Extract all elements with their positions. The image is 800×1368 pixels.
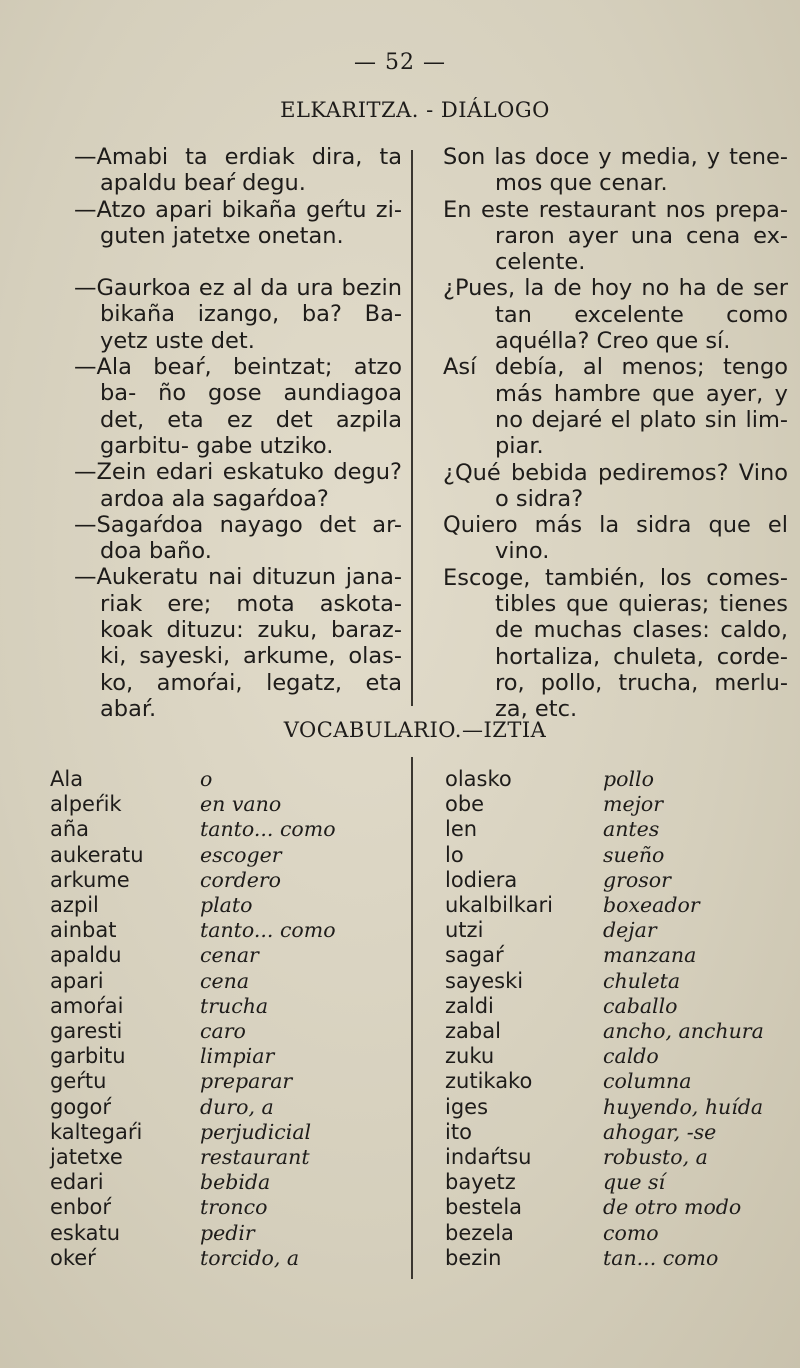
basque-term: geŕtu — [50, 1069, 107, 1094]
vocabulary-row — [50, 1095, 336, 1120]
dialog-line: Escoge, también, los comes- tibles que quieras; tienes de muchas clases: caldo, hortaliza, chuleta, corde- ro, pollo, trucha, merlu- za, etc. — [443, 564, 788, 723]
dialog-line: —Sagaŕdoa nayago det ar- doa baño. — [74, 511, 402, 565]
dialog-line: —Gaurkoa ez al da ura bezin bikaña izango, ba? Ba- yetz uste det. — [74, 275, 402, 354]
spanish-translation: restaurant — [200, 1145, 310, 1170]
basque-term: lodiera — [445, 867, 518, 892]
vocabulary-divider — [411, 757, 413, 1279]
basque-term: apari — [50, 968, 104, 993]
vocabulary-row — [445, 943, 764, 968]
vocabulary-row — [50, 792, 336, 817]
spanish-translation: de otro modo — [603, 1195, 742, 1220]
spanish-translation: mejor — [603, 792, 664, 817]
spanish-translation: sueño — [603, 842, 665, 867]
basque-term: bezin — [445, 1245, 502, 1270]
spanish-translation: boxeador — [603, 893, 700, 918]
spanish-translation: limpiar — [200, 1044, 275, 1069]
vocabulary-row — [445, 1195, 764, 1220]
basque-term: aukeratu — [50, 842, 144, 867]
dialog-line: En este restaurant nos prepa- raron ayer una cena ex- celente. — [443, 196, 788, 276]
vocabulary-row — [445, 1019, 764, 1044]
spanish-translation: bebida — [200, 1170, 271, 1195]
dialog-line: —Ala beaŕ, beintzat; atzo ba- ño gose aundiagoa det, eta ez det azpila garbitu- gabe utziko. — [74, 354, 402, 459]
basque-term: obe — [445, 792, 485, 817]
spanish-translation: ahogar, -se — [603, 1119, 717, 1144]
basque-term: ainbat — [50, 918, 117, 943]
spanish-translation: grosor — [603, 867, 671, 892]
vocabulary-row — [50, 1069, 336, 1094]
dialog-line: ¿Qué bebida pediremos? Vino o sidra? — [443, 459, 788, 512]
spanish-translation: antes — [603, 817, 660, 842]
vocabulary-row — [445, 893, 764, 918]
vocabulary-row — [50, 868, 336, 893]
spanish-translation: tan... como — [603, 1245, 719, 1270]
page-number: — 52 — — [354, 50, 446, 75]
basque-term: okeŕ — [50, 1245, 96, 1270]
spanish-translation: torcido, a — [200, 1245, 300, 1270]
spanish-translation: cenar — [200, 943, 259, 968]
vocabulary-row — [50, 1145, 336, 1170]
vocabulary-row — [445, 843, 764, 868]
spanish-translation: o — [200, 767, 213, 791]
basque-term: gogoŕ — [50, 1094, 111, 1119]
spanish-translation: preparar — [200, 1069, 293, 1094]
basque-term: len — [445, 817, 478, 842]
basque-term: indaŕtsu — [445, 1145, 532, 1170]
vocabulary-row — [50, 1170, 336, 1195]
spanish-translation: tanto... como — [200, 918, 336, 943]
vocabulary-row — [445, 1044, 764, 1069]
basque-term: ito — [445, 1119, 472, 1144]
basque-term: garesti — [50, 1019, 123, 1044]
vocabulary-row — [445, 918, 764, 943]
dialog-line: Así debía, al menos; tengo más hambre que ayer, y no dejaré el plato sin lim- piar. — [443, 354, 788, 460]
vocabulary-row — [50, 1044, 336, 1069]
basque-term: eskatu — [50, 1220, 121, 1245]
spanish-translation: en vano — [200, 792, 282, 817]
dialog-line: ¿Pues, la de hoy no ha de ser tan excelente como aquélla? Creo que sí. — [443, 275, 788, 355]
basque-term: utzi — [445, 918, 484, 943]
spanish-translation: como — [603, 1220, 659, 1245]
vocabulary-row — [445, 1145, 764, 1170]
spanish-translation: caballo — [603, 993, 678, 1018]
spanish-translation: caldo — [603, 1044, 659, 1069]
vocabulary-row — [50, 1221, 336, 1246]
spanish-translation: pedir — [200, 1220, 255, 1245]
basque-term: sayeski — [445, 968, 524, 993]
vocabulary-row — [445, 1170, 764, 1195]
basque-term: aña — [50, 817, 90, 842]
basque-term: iges — [445, 1094, 489, 1119]
spanish-translation: pollo — [603, 767, 654, 791]
vocabulary-row — [445, 1120, 764, 1145]
basque-term: zabal — [445, 1019, 501, 1044]
spanish-translation: dejar — [603, 918, 657, 943]
vocabulary-row — [445, 1069, 764, 1094]
dialog-line: —Aukeratu nai dituzun jana- riak ere; mota askota- koak dituzu: zuku, baraz- ki, sayeski, arkume, olas- ko, amoŕai, legatz, eta abaŕ. — [74, 564, 402, 722]
basque-term: arkume — [50, 867, 130, 892]
vocabulary-row — [445, 1246, 764, 1271]
basque-term: bestela — [445, 1195, 523, 1220]
basque-term: ukalbilkari — [445, 893, 553, 918]
dialog-spanish-column — [443, 144, 788, 723]
basque-term: bayetz — [445, 1170, 516, 1195]
vocabulary-row — [50, 918, 336, 943]
spanish-translation: columna — [603, 1069, 692, 1094]
basque-term: jatetxe — [50, 1145, 123, 1170]
spanish-translation: huyendo, huída — [603, 1094, 764, 1119]
dialog-line: Son las doce y media, y tene- mos que cenar. — [443, 144, 788, 197]
basque-term: zutikako — [445, 1069, 533, 1094]
dialog-title: ELKARITZA. - DIÁLOGO — [280, 98, 550, 122]
vocabulary-left-list — [50, 767, 336, 1271]
vocabulary-right-list — [445, 767, 764, 1271]
spanish-translation: tanto... como — [200, 817, 336, 842]
column-divider — [411, 150, 413, 706]
basque-term: sagaŕ — [445, 943, 504, 968]
basque-term: apaldu — [50, 943, 122, 968]
vocabulary-row — [50, 893, 336, 918]
basque-term: enboŕ — [50, 1195, 112, 1220]
spanish-translation: cena — [200, 968, 250, 993]
dialog-line: Quiero más la sidra que el vino. — [443, 512, 788, 565]
vocabulary-row — [50, 1246, 336, 1271]
basque-term: bezela — [445, 1220, 514, 1245]
vocabulary-title: VOCABULARIO.—IZTIA — [283, 718, 547, 742]
spanish-translation: robusto, a — [603, 1145, 708, 1170]
dialog-line: —Zein edari eskatuko degu? ardoa ala sagaŕdoa? — [74, 459, 402, 512]
basque-term: edari — [50, 1170, 104, 1195]
dialog-line: —Atzo apari bikaña geŕtu zi- guten jatetxe onetan. — [74, 196, 402, 249]
basque-term: garbitu — [50, 1044, 126, 1069]
spanish-translation: ancho, anchura — [603, 1019, 764, 1044]
vocabulary-row — [50, 1120, 336, 1145]
basque-term: Ala — [50, 767, 84, 791]
spanish-translation: plato — [200, 893, 253, 918]
basque-term: azpil — [50, 893, 99, 918]
basque-term: olasko — [445, 767, 512, 791]
spanish-translation: caro — [200, 1019, 246, 1044]
spanish-translation: duro, a — [200, 1094, 274, 1119]
spanish-translation: escoger — [200, 842, 282, 867]
vocabulary-row — [50, 969, 336, 994]
spanish-translation: trucha — [200, 993, 269, 1018]
vocabulary-row — [445, 1095, 764, 1120]
vocabulary-row — [50, 1195, 336, 1220]
basque-term: zaldi — [445, 993, 494, 1018]
spanish-translation: chuleta — [603, 968, 681, 993]
basque-term: lo — [445, 842, 464, 867]
spanish-translation: tronco — [200, 1195, 268, 1220]
vocabulary-row — [50, 767, 336, 792]
vocabulary-row — [445, 792, 764, 817]
vocabulary-row — [50, 817, 336, 842]
basque-term: kaltegaŕi — [50, 1119, 143, 1144]
vocabulary-row — [50, 1019, 336, 1044]
spanish-translation: que sí — [603, 1170, 666, 1195]
basque-term: alpeŕik — [50, 792, 122, 817]
spanish-translation: cordero — [200, 867, 282, 892]
spanish-translation: perjudicial — [200, 1119, 312, 1144]
vocabulary-row — [445, 817, 764, 842]
basque-term: amoŕai — [50, 993, 124, 1018]
vocabulary-row — [445, 868, 764, 893]
dialog-spacer — [52, 249, 402, 275]
vocabulary-row — [50, 843, 336, 868]
vocabulary-row — [445, 1221, 764, 1246]
vocabulary-row — [445, 994, 764, 1019]
dialog-line: —Amabi ta erdiak dira, ta apaldu beaŕ degu. — [74, 144, 402, 197]
vocabulary-row — [50, 994, 336, 1019]
basque-term: zuku — [445, 1044, 495, 1069]
vocabulary-row — [445, 767, 764, 792]
spanish-translation: manzana — [603, 943, 697, 968]
vocabulary-row — [445, 969, 764, 994]
vocabulary-row — [50, 943, 336, 968]
dialog-basque-column — [52, 144, 402, 722]
